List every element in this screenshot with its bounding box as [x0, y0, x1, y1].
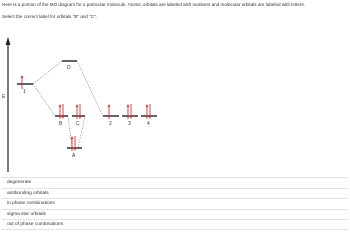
atomic-orbital-4: [141, 104, 157, 127]
orbital-label-d: D: [67, 65, 71, 71]
orbital-label-b: B: [59, 121, 63, 127]
atomic-orbital-2: [103, 104, 119, 127]
question-text: Here is a portion of the MO diagram for a particular molecule. Atomic orbitals are labeled with numbers and molecular orbitals are labeled with letters.: [2, 2, 306, 7]
option-out-of-phase-combinations[interactable]: out of phase combinations: [2, 219, 348, 230]
atomic-orbital-1: [17, 75, 33, 95]
option-in-phase-combinations[interactable]: in phase combinations: [2, 198, 348, 209]
orbital-label-4: 4: [147, 121, 150, 127]
orbital-label-a: A: [72, 153, 76, 159]
orbital-label-2: 2: [109, 121, 112, 127]
option-antibonding-orbitals[interactable]: antibonding orbitals: [2, 188, 348, 199]
answer-options-list: [2, 177, 348, 230]
molecular-orbital-b: [55, 104, 68, 127]
mo-diagram: [0, 22, 350, 174]
energy-axis-arrow-icon: [6, 37, 11, 45]
atomic-orbital-3: [122, 104, 138, 127]
energy-axis-label: E: [2, 94, 6, 100]
orbital-label-c: C: [76, 121, 80, 127]
option-degenerate[interactable]: degenerate: [2, 177, 348, 188]
molecular-orbital-d: [62, 61, 77, 71]
orbital-label-1: 1: [23, 89, 26, 95]
orbital-label-3: 3: [128, 121, 131, 127]
option-sigma-star-orbitals[interactable]: sigma star orbitals: [2, 209, 348, 220]
question-instruction: Select the correct label for orbitals "B" and "C".: [2, 14, 98, 19]
correlation-lines: [33, 61, 103, 148]
